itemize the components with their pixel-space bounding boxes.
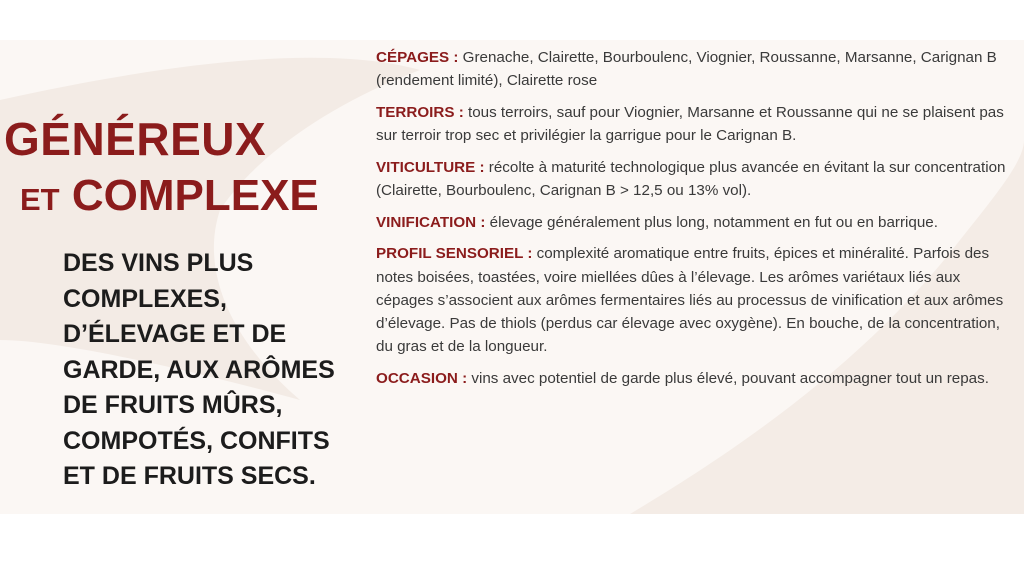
detail-viticulture: [376, 156, 1008, 202]
detail-label: TERROIRS :: [376, 103, 464, 121]
detail-label: VITICULTURE :: [376, 158, 485, 176]
detail-vinification: [376, 211, 1008, 234]
detail-label: VINIFICATION :: [376, 213, 486, 231]
detail-cepages: [376, 46, 1008, 92]
detail-label: PROFIL SENSORIEL :: [376, 245, 533, 263]
title: [4, 113, 319, 220]
detail-label: CÉPAGES :: [376, 49, 459, 66]
title-line-2-small: ET: [20, 182, 60, 217]
detail-terroirs: [376, 101, 1008, 147]
title-line-2: [4, 171, 319, 220]
detail-text: tous terroirs, sauf pour Viognier, Marsanne et Roussanne qui ne se plaisent pas sur terroir trop sec et privilégier la garrigue pour le Carignan B.: [376, 103, 1004, 145]
detail-text: vins avec potentiel de garde plus élevé, pouvant accompagner tout un repas.: [471, 369, 989, 387]
title-line-2-main: COMPLEXE: [71, 171, 319, 220]
details-list: [376, 46, 1008, 399]
detail-profil-sensoriel: [376, 242, 1008, 358]
tagline: DES VINS PLUS COMPLEXES, D’ÉLEVAGE ET DE GARDE, AUX ARÔMES DE FRUITS MÛRS, COMPOTÉS, CONFITS ET DE FRUITS SECS.: [63, 249, 335, 490]
content-area: [0, 40, 1024, 514]
detail-label: OCCASION :: [376, 369, 468, 387]
detail-text: récolte à maturité technologique plus avancée en évitant la sur concentration (Clairette, Bourboulenc, Carignan B > 12,5 ou 13% vol).: [376, 158, 1006, 200]
title-line-1: GÉNÉREUX: [4, 113, 267, 165]
detail-text: complexité aromatique entre fruits, épices et minéralité. Parfois des notes boisées, toastées, voire miellées dûes à l’élevage. Les arômes variétaux liés aux cépages s’associent aux arômes fermentaires liés au processus de vinification et aux arômes d’élevage. Pas de thiols (perdus car élevage avec oxygène). En bouche, de la concentration, du gras et de la longueur.: [376, 245, 1004, 356]
detail-occasion: [376, 367, 1008, 390]
detail-text: élevage généralement plus long, notamment en fut ou en barrique.: [489, 213, 938, 231]
detail-text: Grenache, Clairette, Bourboulenc, Viognier, Roussanne, Marsanne, Carignan B (rendement limité), Clairette rose: [376, 49, 997, 90]
